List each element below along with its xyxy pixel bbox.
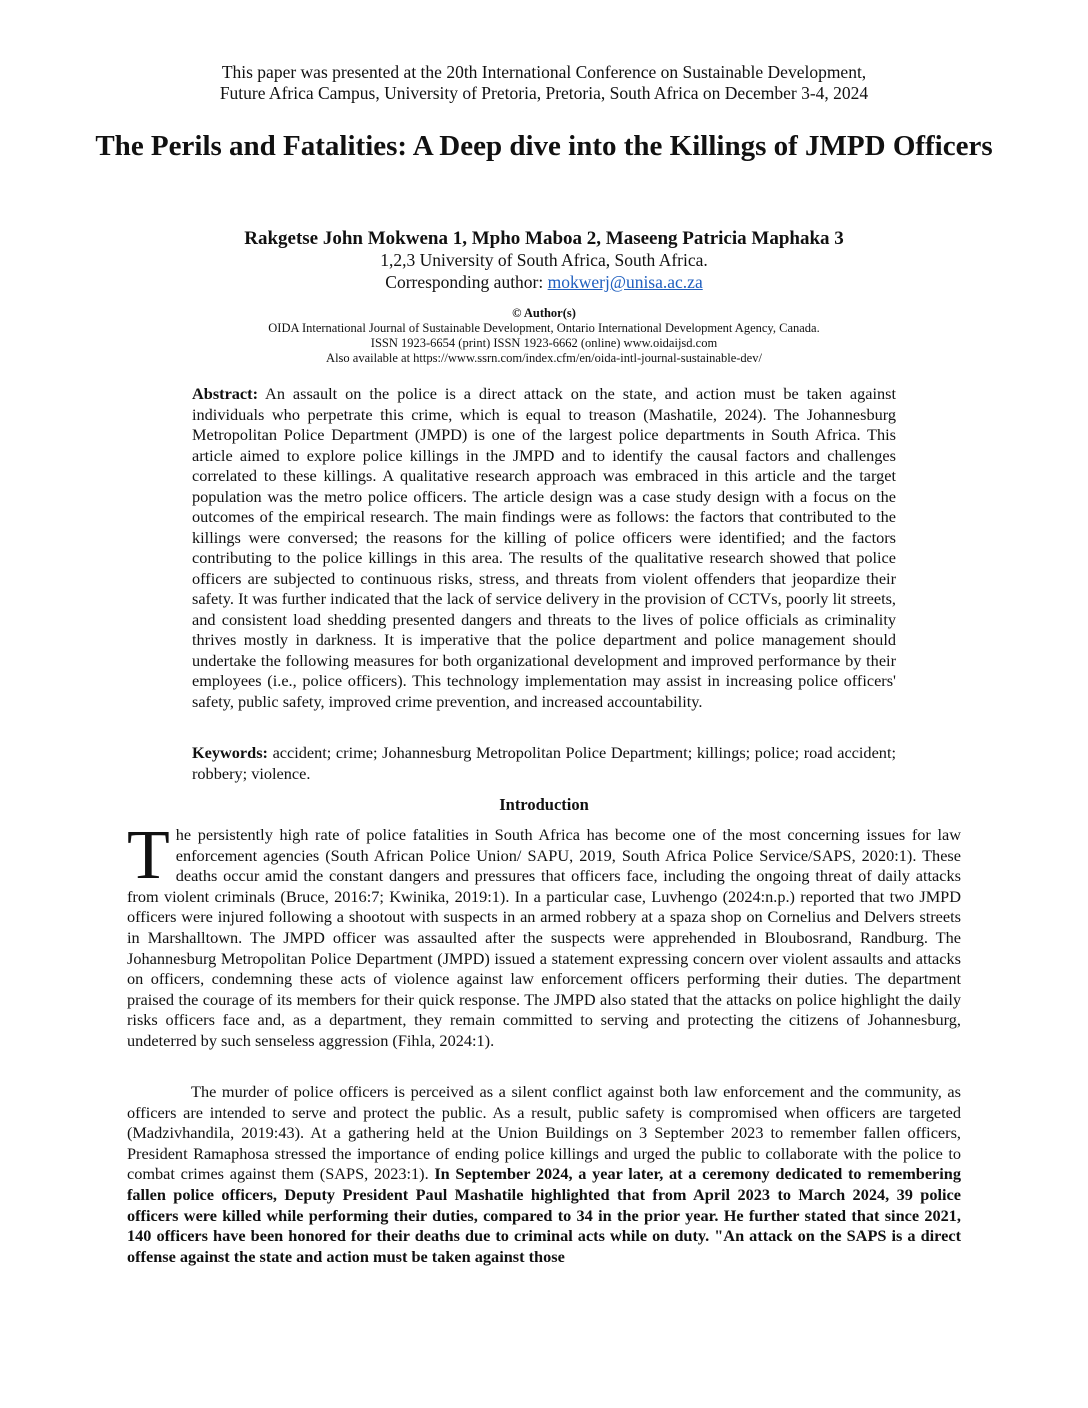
conference-line-2: Future Africa Campus, University of Pretoria, Pretoria, South Africa on December 3-4, 2024 (219, 83, 869, 103)
corresponding-author (0, 272, 1088, 293)
journal-info (0, 306, 1088, 366)
intro-paragraph-2-bold-text: In September 2024, a year later, at a ceremony dedicated to remembering fallen police officers, Deputy President Paul Mashatile highlighted that from April 2023 to March 2024, 39 police officers were killed while performing their duties, compared to 34 in the prior year. He further stated that since 2021, 140 officers have been honored for their deaths due to criminal acts while on duty. "An attack on the SAPS is a direct offense against the state and action must be taken against those (127, 1164, 961, 1266)
corresponding-label: Corresponding author: (385, 272, 548, 292)
conference-line-1: This paper was presented at the 20th International Conference on Sustainable Development, (221, 62, 867, 82)
intro-paragraph-1 (127, 817, 961, 1052)
keywords (192, 743, 896, 784)
drop-cap: T (127, 817, 170, 894)
keywords-text: accident; crime; Johannesburg Metropolitan Police Department; killings; police; road accident; robbery; violence. (192, 743, 896, 783)
corresponding-email-link[interactable]: mokwerj@unisa.ac.za (547, 272, 703, 292)
abstract-text: An assault on the police is a direct attack on the state, and action must be taken against individuals who perpetrate this crime, which is equal to treason (Mashatile, 2024). The Johannesburg Metropolitan Police Department (JMPD) is one of the largest police departments in South Africa. This article aimed to explore police killings in the JMPD and to identify the causal factors and challenges correlated to these killings. A qualitative research approach was embraced in this article and the target population was the metro police officers. The article design was a case study design with a focus on the outcomes of the empirical research. The main findings were as follows: the factors that contributed to the killings were conversed; the reasons for the killing of police officers were identified; and the factors contributing to the police killings in this area. The results of the qualitative research showed that police officers are subjected to continuous risks, stress, and threats from violent offenders that jeopardize their safety. It was further indicated that the lack of service delivery in the provision of CCTVs, poorly lit streets, and consistent load shedding presented dangers and threats to the lives of police officials as criminality thrives mostly in darkness. It is imperative that the police department and police management should undertake the following measures for both organizational development and improved performance by their employees (i.e., police officers). This technology implementation may assist in increasing police officers' safety, public safety, improved crime prevention, and increased accountability. (192, 384, 896, 711)
journal-also-available: Also available at https://www.ssrn.com/index.cfm/en/oida-intl-journal-sustainable-dev/ (326, 351, 762, 365)
author-list: Rakgetse John Mokwena 1, Mpho Maboa 2, Maseeng Patricia Maphaka 3 (244, 228, 844, 249)
intro-paragraph-1-text: he persistently high rate of police fatalities in South Africa has become one of the most concerning issues for law enforcement agencies (South African Police Union/ SAPU, 2019, South Africa Police Service/SAPS, 2020:1). These deaths occur amid the constant dangers and pressures that officers face, including the ongoing threat of daily attacks from violent criminals (Bruce, 2016:7; Kwinika, 2019:1). In a particular case, Luvhengo (2024:n.p.) reported that two JMPD officers were injured following a shootout with suspects in an armed robbery at a spaza shop on Cornelius and Delvers streets in Marshalltown. The JMPD officer was assaulted after the suspects were apprehended in Bloubosrand, Randburg. The Johannesburg Metropolitan Police Department (JMPD) issued a statement expressing concern over violent assaults and attacks on officers, condemning these acts of violence against law enforcement officers performing their duties. The department praised the courage of its members for their quick response. The JMPD also stated that the attacks on police highlight the daily risks officers face and, as a department, they remain committed to serving and protecting the citizens of Johannesburg, undeterred by such senseless aggression (Fihla, 2024:1). (127, 825, 961, 1050)
copyright-line: © Author(s) (512, 306, 576, 320)
section-heading-introduction: Introduction (499, 795, 589, 814)
intro-paragraph-2 (127, 1082, 961, 1267)
author-affiliation: 1,2,3 University of South Africa, South Africa. (380, 250, 708, 270)
keywords-label: Keywords: (192, 743, 268, 762)
intro-paragraph-2-text: The murder of police officers is perceived as a silent conflict against both law enforcement and the community, as officers are intended to serve and protect the public. As a result, public safety is compromised when officers are targeted (Madzivhandila, 2019:43). At a gathering held at the Union Buildings on 3 September 2023 to remember fallen officers, President Ramaphosa stressed the importance of ending police killings and urged the public to collaborate with the police to combat crimes against them (SAPS, 2023:1). (127, 1082, 961, 1184)
abstract (192, 384, 896, 712)
journal-name: OIDA International Journal of Sustainable Development, Ontario International Development Agency, Canada. (268, 321, 820, 335)
paper-title: The Perils and Fatalities: A Deep dive into the Killings of JMPD Officers (95, 130, 993, 162)
abstract-label: Abstract: (192, 384, 259, 403)
journal-issn: ISSN 1923-6654 (print) ISSN 1923-6662 (online) www.oidaijsd.com (370, 336, 718, 350)
conference-note (0, 62, 1088, 104)
